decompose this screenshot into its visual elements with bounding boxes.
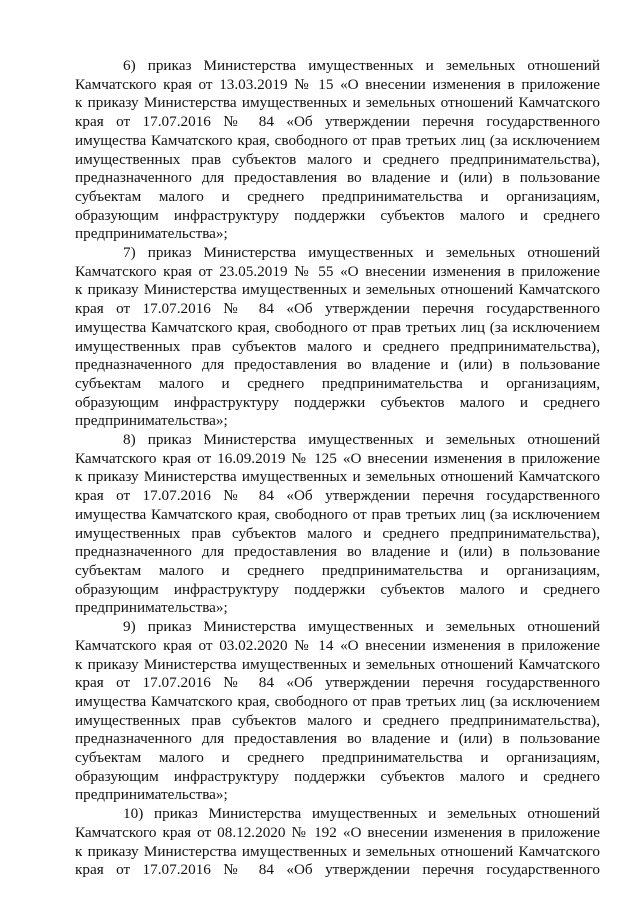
text-line: предпринимательства»; [75, 412, 228, 430]
text-line: предназначенного для предоставления во владение и (или) в пользование [75, 730, 600, 748]
text-line: края от 17.07.2016 № 84 «Об утверждении перечня государственного [75, 861, 600, 879]
text-line: 9) приказ Министерства имущественных и земельных отношений [123, 618, 600, 636]
text-line: образующим инфраструктуру поддержки субъектов малого и среднего [75, 393, 600, 411]
text-line: имущественных прав субъектов малого и среднего предпринимательства), [75, 524, 600, 542]
text-line: образующим инфраструктуру поддержки субъектов малого и среднего [75, 206, 600, 224]
text-line: Камчатского края от 03.02.2020 № 14 «О внесении изменения в приложение [75, 636, 600, 654]
text-line: имущественных прав субъектов малого и среднего предпринимательства), [75, 337, 600, 355]
list-item-7 [75, 244, 600, 431]
text-line: края от 17.07.2016 № 84 «Об утверждении перечня государственного [75, 300, 600, 318]
text-line: образующим инфраструктуру поддержки субъектов малого и среднего [75, 580, 600, 598]
text-line: Камчатского края от 13.03.2019 № 15 «О внесении изменения в приложение [75, 75, 600, 93]
text-line: к приказу Министерства имущественных и земельных отношений Камчатского [75, 281, 600, 299]
text-line: предназначенного для предоставления во владение и (или) в пользование [75, 169, 600, 187]
text-line: 10) приказ Министерства имущественных и земельных отношений [123, 805, 600, 823]
text-line: имущества Камчатского края, свободного от прав третьих лиц (за исключением [75, 318, 600, 336]
text-line: края от 17.07.2016 № 84 «Об утверждении перечня государственного [75, 487, 600, 505]
text-line: имущественных прав субъектов малого и среднего предпринимательства), [75, 150, 600, 168]
text-line: субъектам малого и среднего предпринимательства и организациям, [75, 749, 600, 767]
text-line: предпринимательства»; [75, 786, 228, 804]
text-line: имущественных прав субъектов малого и среднего предпринимательства), [75, 711, 600, 729]
text-line: субъектам малого и среднего предпринимательства и организациям, [75, 561, 600, 579]
text-line: предпринимательства»; [75, 225, 228, 243]
text-line: образующим инфраструктуру поддержки субъектов малого и среднего [75, 767, 600, 785]
text-line: к приказу Министерства имущественных и земельных отношений Камчатского [75, 655, 600, 673]
text-line: имущества Камчатского края, свободного от прав третьих лиц (за исключением [75, 131, 600, 149]
text-line: субъектам малого и среднего предпринимательства и организациям, [75, 187, 600, 205]
text-line: края от 17.07.2016 № 84 «Об утверждении перечня государственного [75, 674, 600, 692]
text-line: имущества Камчатского края, свободного от прав третьих лиц (за исключением [75, 505, 600, 523]
list-item-9 [75, 618, 600, 805]
text-line: Камчатского края от 16.09.2019 № 125 «О внесении изменения в приложение [75, 449, 600, 467]
text-line: 7) приказ Министерства имущественных и земельных отношений [123, 244, 600, 262]
text-line: к приказу Министерства имущественных и земельных отношений Камчатского [75, 94, 600, 112]
text-line: предназначенного для предоставления во владение и (или) в пользование [75, 543, 600, 561]
list-item-10 [75, 805, 600, 880]
text-line: субъектам малого и среднего предпринимательства и организациям, [75, 374, 600, 392]
text-line: к приказу Министерства имущественных и земельных отношений Камчатского [75, 842, 600, 860]
text-line: края от 17.07.2016 № 84 «Об утверждении перечня государственного [75, 113, 600, 131]
list-item-6 [75, 57, 600, 244]
list-item-8 [75, 431, 600, 618]
text-line: 8) приказ Министерства имущественных и земельных отношений [123, 431, 600, 449]
text-line: имущества Камчатского края, свободного от прав третьих лиц (за исключением [75, 692, 600, 710]
text-line: 6) приказ Министерства имущественных и земельных отношений [123, 57, 600, 74]
text-line: Камчатского края от 08.12.2020 № 192 «О внесении изменения в приложение [75, 823, 600, 841]
text-line: предпринимательства»; [75, 599, 228, 617]
text-line: предназначенного для предоставления во владение и (или) в пользование [75, 356, 600, 374]
text-line: к приказу Министерства имущественных и земельных отношений Камчатского [75, 468, 600, 486]
text-line: Камчатского края от 23.05.2019 № 55 «О внесении изменения в приложение [75, 262, 600, 280]
